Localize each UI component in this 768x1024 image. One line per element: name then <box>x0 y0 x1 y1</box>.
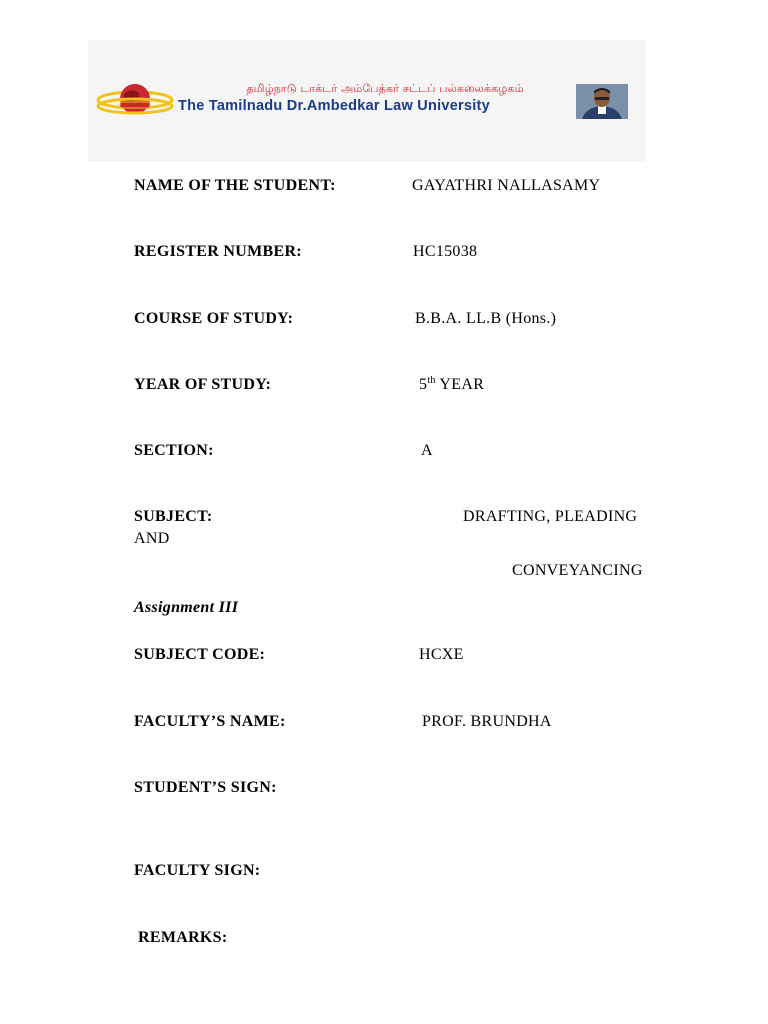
ambedkar-portrait-icon <box>576 84 628 119</box>
subject-value-line2: CONVEYANCING <box>512 562 643 579</box>
faculty-name-value: PROF. BRUNDHA <box>422 713 552 730</box>
register-number-value: HC15038 <box>413 243 478 260</box>
section-value: A <box>421 442 433 459</box>
subject-code-value: HCXE <box>419 646 464 663</box>
year-of-study-value <box>419 376 484 394</box>
course-of-study-value: B.B.A. LL.B (Hons.) <box>415 310 557 327</box>
university-name-tamil: தமிழ்நாடு டாக்டர் அம்பேத்கர் சட்டப் பல்கலைக்கழகம் <box>246 82 524 95</box>
subject-label: SUBJECT: <box>134 508 213 525</box>
subject-value-line1: DRAFTING, PLEADING <box>463 508 638 525</box>
university-logo-icon <box>96 80 174 120</box>
section-label: SECTION: <box>134 442 214 459</box>
register-number-label: REGISTER NUMBER: <box>134 243 302 260</box>
remarks-label: REMARKS: <box>138 929 228 946</box>
university-name: The Tamilnadu Dr.Ambedkar Law University <box>178 98 490 114</box>
student-name-label: NAME OF THE STUDENT: <box>134 177 336 194</box>
course-of-study-label: COURSE OF STUDY: <box>134 310 294 327</box>
year-number: 5 <box>419 376 428 393</box>
student-sign-label: STUDENT’S SIGN: <box>134 779 277 796</box>
faculty-sign-label: FACULTY SIGN: <box>134 862 261 879</box>
assignment-title: Assignment III <box>134 599 239 616</box>
student-name-value: GAYATHRI NALLASAMY <box>412 177 601 194</box>
faculty-name-label: FACULTY’S NAME: <box>134 713 286 730</box>
subject-code-label: SUBJECT CODE: <box>134 646 266 663</box>
year-of-study-label: YEAR OF STUDY: <box>134 376 272 393</box>
year-word: YEAR <box>439 376 485 393</box>
subject-value-and: AND <box>134 530 170 547</box>
year-suffix: th <box>427 375 436 386</box>
